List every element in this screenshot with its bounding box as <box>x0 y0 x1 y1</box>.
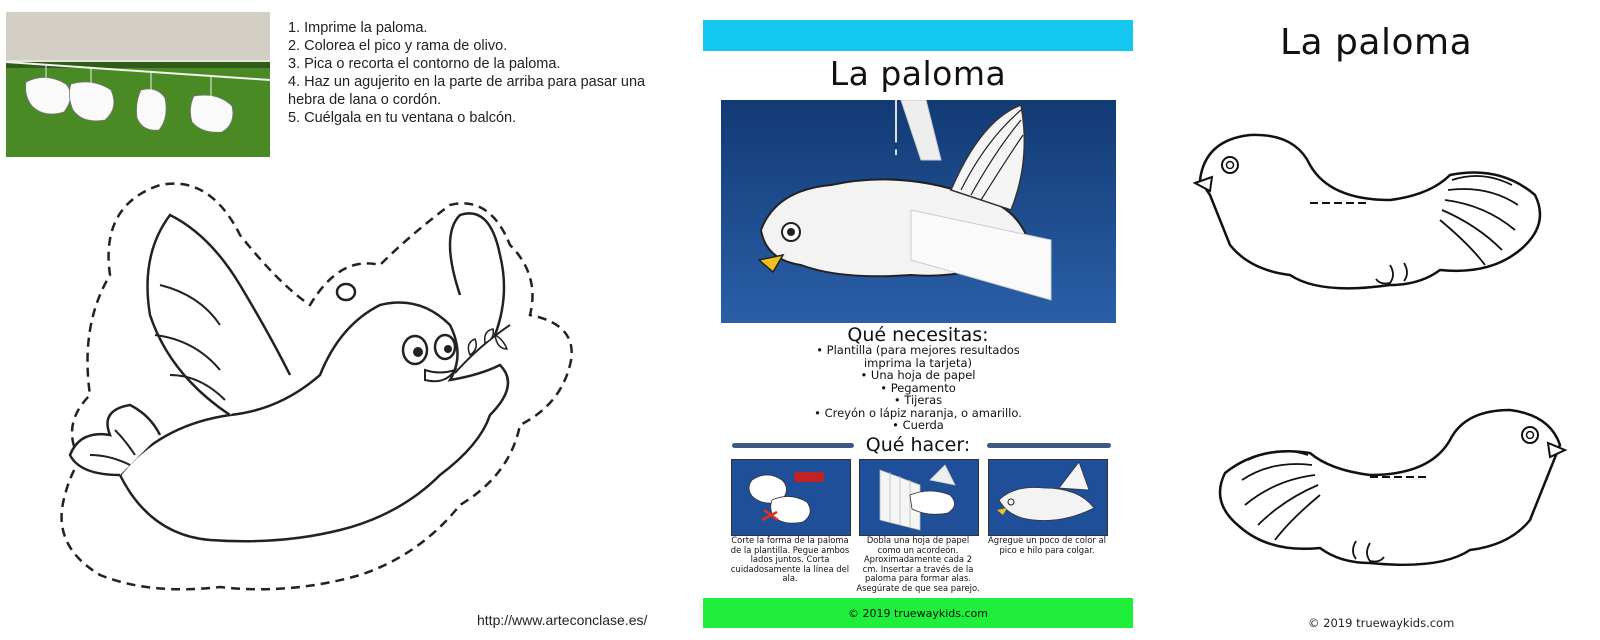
cyan-header-bar <box>703 20 1133 51</box>
material-item: • Tijeras <box>893 393 943 407</box>
step-4: 4. Haz un agujerito en la parte de arriba para pasar una hebra de lana o cordón. <box>288 74 646 108</box>
green-footer-bar <box>703 598 1133 628</box>
dove-template-right-facing <box>1190 405 1570 580</box>
material-item: imprima la tarjeta) <box>863 355 973 370</box>
what-to-do-heading: Qué hacer: <box>865 434 971 456</box>
step-3: 3. Pica o recorta el contorno de la paloma. <box>288 56 561 72</box>
step-1-caption: Corte la forma de la paloma de la plantilla. Pegue ambos lados juntos. Corta cuidadosamente la línea del ala. <box>730 535 850 584</box>
needs-heading: Qué necesitas: <box>847 324 989 346</box>
material-item: • Plantilla (para mejores resultados <box>816 343 1020 357</box>
material-item: • Pegamento <box>880 380 956 395</box>
dove-template-left-facing <box>1190 125 1570 300</box>
material-item: • Cuerda <box>892 418 944 432</box>
source-url: http://www.arteconclase.es/ <box>477 612 648 628</box>
step-2: 2. Colorea el pico y rama de olivo. <box>288 38 508 54</box>
right-copyright: © 2019 truewaykids.com <box>1308 616 1455 630</box>
step-1: 1. Imprime la paloma. <box>288 20 428 36</box>
step-5: 5. Cuélgala en tu ventana o balcón. <box>288 110 517 126</box>
right-title: La paloma <box>1280 22 1473 63</box>
step-1-photo <box>731 459 851 536</box>
step-3-photo <box>988 459 1108 536</box>
step-2-photo <box>859 459 979 536</box>
step-2-caption: Dobla una hoja de papel como un acordeón. Aproximadamente cada 2 cm. Insertar a través de la paloma para formar alas. Asegúrate de que sea parejo. <box>856 535 980 593</box>
divider-right <box>987 443 1111 448</box>
dove-cutout-template <box>40 175 600 615</box>
material-item: • Creyón o lápiz naranja, o amarillo. <box>814 405 1022 420</box>
hanging-doves-photo <box>6 12 270 157</box>
paper-dove-photo <box>721 100 1116 323</box>
footer-copyright: © 2019 truewaykids.com <box>848 606 988 620</box>
step-3-caption: Agregue un poco de color al pico e hilo para colgar. <box>988 535 1106 555</box>
instructions-list <box>288 19 678 127</box>
materials-list <box>703 344 1133 432</box>
page-title: La paloma <box>829 54 1007 93</box>
material-item: • Una hoja de papel <box>860 368 976 382</box>
